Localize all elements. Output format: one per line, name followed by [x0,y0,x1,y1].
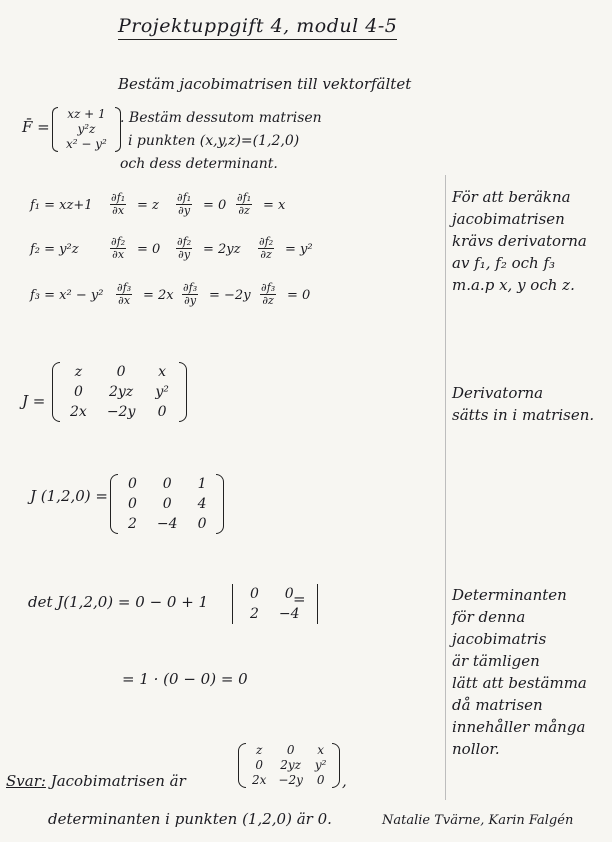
f3-definition: f₃ = x² − y² [30,288,104,303]
jacobian-point-cell: 0 [162,496,172,512]
task-desc-3: och dess determinant. [120,156,278,172]
df2-dx-value: = 0 [137,242,161,257]
minor-cell: 0 [284,586,294,602]
jacobian-point-cell: 2 [128,516,137,532]
side-note-derivatives: För att beräkna jacobimatrisen krävs derivatorna av f₁, f₂ och f₃ m.a.p x, y och z. [452,188,587,294]
f-component-1: xz + 1 [67,107,106,121]
answer-label: Svar: [6,772,46,790]
jacobian-matrix [52,362,187,422]
task-line-1: Bestäm jacobimatrisen till vektorfältet [118,75,412,93]
answer-cell: 0 [286,743,295,757]
margin-line [445,175,446,800]
df1-dy: $\frac{\text{∂f₁}}{\partial y}$ [177,191,192,217]
jacobian-point-cell: 0 [162,476,172,492]
df2-dz: $\frac{\text{∂f₂}}{\partial z}$ [259,235,274,261]
answer-cell: x [317,743,325,757]
answer-cell: z [256,743,263,757]
f2-definition: f₂ = y²z [30,242,79,257]
task-desc-1: . Bestäm dessutom matrisen [120,110,322,126]
jacobian-cell: x [158,364,167,380]
determinant-equals: = [293,590,306,608]
jacobian-at-point-label: J (1,2,0) = [30,487,108,505]
df1-dx: $\frac{\text{∂f₁}}{\partial x}$ [111,191,126,217]
jacobian-point-cell: 4 [197,496,207,512]
df2-dy-value: = 2yz [203,242,241,257]
answer-text: Jacobimatrisen är [50,772,186,790]
f-component-2: y²z [77,122,96,136]
minor-cell: 2 [250,606,259,622]
jacobian-cell: 2yz [108,384,134,400]
df1-dz: $\frac{\text{∂f₁}}{\partial z}$ [237,191,252,217]
jacobian-point-cell: 0 [197,516,207,532]
f1-definition: f₁ = xz+1 [30,198,93,213]
jacobian-point-cell: −4 [156,516,178,532]
df3-dx: $\frac{\text{∂f₃}}{\partial x}$ [117,281,132,307]
answer-matrix [238,743,340,788]
determinant-result: = 1 · (0 − 0) = 0 [122,670,248,688]
answer-cell: 0 [316,773,325,787]
side-note-determinant: Determinanten för denna jacobimatris är tämligen lätt att bestämma då matrisen innehåller många nollor. [452,586,587,758]
df3-dz-value: = 0 [287,288,311,303]
jacobian-cell: 2x [70,404,87,420]
f-component-3: x² − y² [66,137,107,151]
jacobian-cell: 0 [73,384,83,400]
df3-dy-value: = −2y [209,288,251,303]
answer-line-2: determinanten i punkten (1,2,0) är 0. [48,810,332,828]
df3-dy: $\frac{\text{∂f₃}}{\partial y}$ [183,281,198,307]
jacobian-cell: 0 [116,364,126,380]
answer-cell: y² [314,758,327,772]
df1-dy-value: = 0 [203,198,227,213]
df2-dx: $\frac{\text{∂f₂}}{\partial x}$ [111,235,126,261]
page-title: Projektuppgift 4, modul 4-5 [118,15,397,40]
answer-cell: 2yz [280,758,302,772]
jacobian-at-point-matrix [110,474,224,534]
df1-dx-value: = z [137,198,159,213]
jacobian-point-cell: 0 [128,496,137,512]
jacobian-point-cell: 1 [197,476,207,492]
df3-dx-value: = 2x [143,288,174,303]
answer-cell: 2x [252,773,267,787]
side-note-insert: Derivatorna sätts in i matrisen. [452,384,595,424]
task-desc-2: i punkten (x,y,z)=(1,2,0) [128,133,300,149]
jacobian-label: J = [22,392,46,410]
jacobian-point-cell: 0 [128,476,137,492]
answer-cell: 0 [255,758,264,772]
minor-cell: 0 [250,586,259,602]
df1-dz-value: = x [263,198,286,213]
minor-cell: −4 [278,606,300,622]
jacobian-cell: z [74,364,83,380]
answer-cell: −2y [278,773,303,787]
jacobian-cell: −2y [106,404,136,420]
df3-dz: $\frac{\text{∂f₃}}{\partial z}$ [261,281,276,307]
determinant-expression: det J(1,2,0) = 0 − 0 + 1 [28,593,209,611]
jacobian-cell: y² [155,384,169,400]
author-names: Natalie Tvärne, Karin Falgén [382,813,574,828]
answer-comma: , [342,772,347,790]
answer-line-1 [6,772,186,790]
f-vector [52,107,121,152]
df2-dy: $\frac{\text{∂f₂}}{\partial y}$ [177,235,192,261]
jacobian-cell: 0 [157,404,167,420]
f-vector-label: F̄ = [22,118,50,136]
df2-dz-value: = y² [285,242,313,257]
